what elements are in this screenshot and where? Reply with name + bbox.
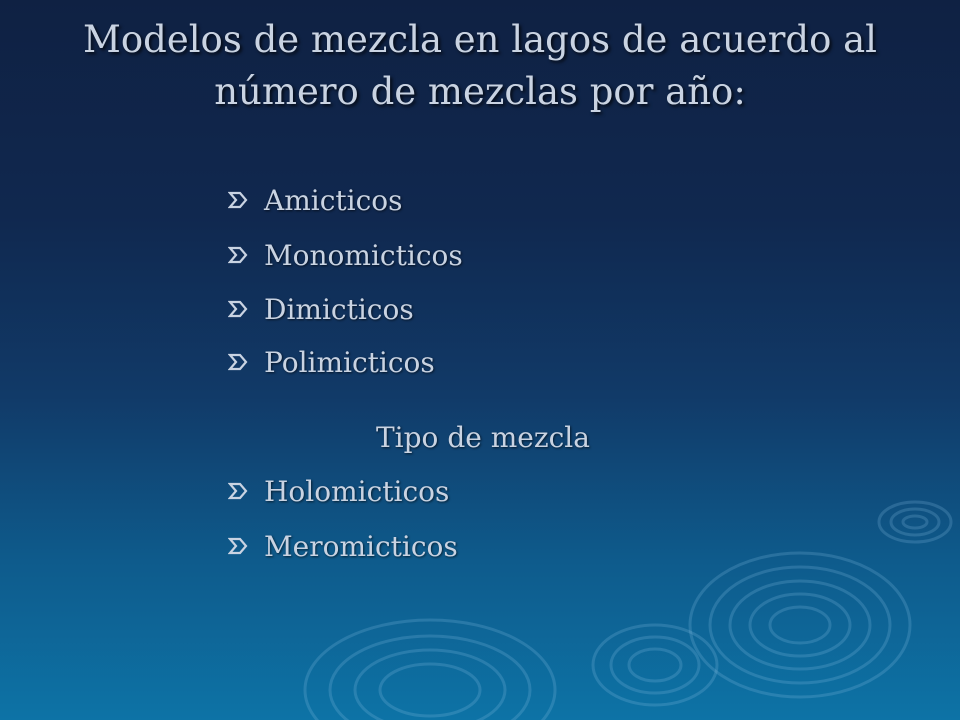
arrow-right-icon <box>228 190 248 210</box>
list-item-label: Monomicticos <box>264 238 463 272</box>
list-item-label: Dimicticos <box>264 292 414 326</box>
arrow-right-icon <box>228 299 248 319</box>
list-item-label: Holomicticos <box>264 474 450 508</box>
mixing-type-heading: Tipo de mezcla <box>376 421 590 454</box>
list-item-holomicticos <box>228 471 449 511</box>
arrow-right-icon <box>228 245 248 265</box>
list-item-dimicticos <box>228 289 414 329</box>
list-item-meromicticos <box>228 526 458 566</box>
title-line-1: Modelos de mezcla en lagos de acuerdo al <box>82 18 878 61</box>
list-item-amicticos <box>228 180 403 220</box>
title-line-2: número de mezclas por año: <box>214 70 746 113</box>
list-item-label: Polimicticos <box>264 345 435 379</box>
slide-title <box>40 14 920 118</box>
arrow-right-icon <box>228 352 248 372</box>
list-item-monomicticos <box>228 235 463 275</box>
arrow-right-icon <box>228 536 248 556</box>
list-item-label: Meromicticos <box>264 529 458 563</box>
arrow-right-icon <box>228 481 248 501</box>
list-item-label: Amicticos <box>264 183 403 217</box>
list-item-polimicticos <box>228 342 435 382</box>
